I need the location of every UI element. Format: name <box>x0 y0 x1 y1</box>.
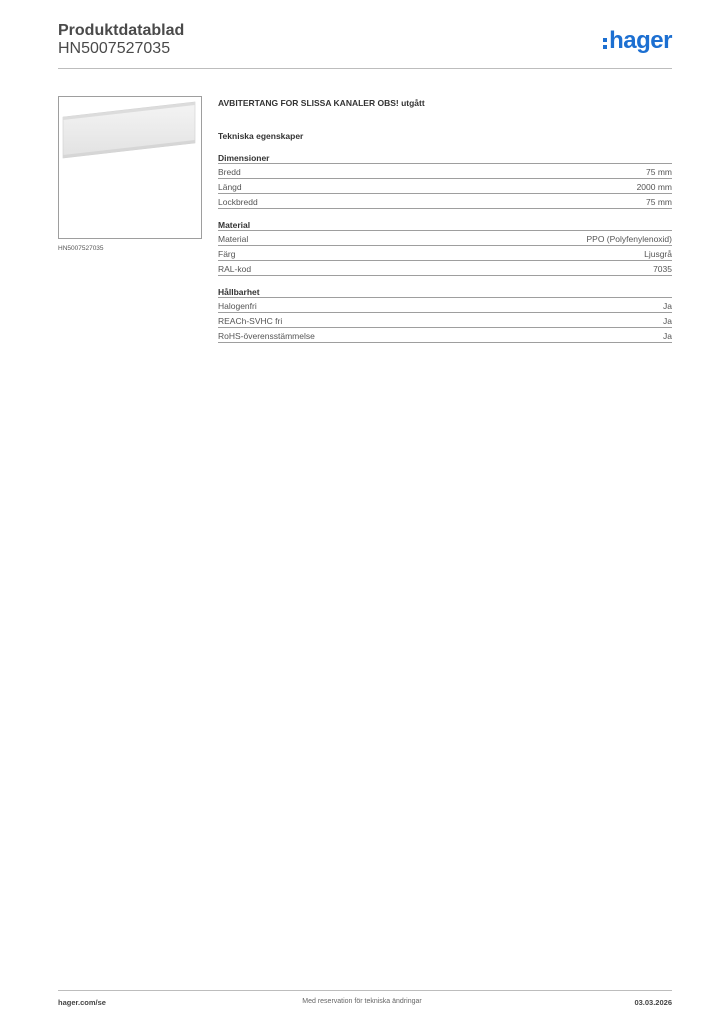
footer-website-link[interactable]: hager.com/se <box>58 998 106 1007</box>
spec-row <box>218 246 672 261</box>
spec-value: 75 mm <box>646 167 672 177</box>
footer-date: 03.03.2026 <box>634 998 672 1007</box>
section-heading: Dimensioner <box>218 152 672 164</box>
spec-row <box>218 313 672 328</box>
spec-label: RoHS-överensstämmelse <box>218 331 315 341</box>
image-caption: HN5007527035 <box>58 245 104 252</box>
spec-label: RAL-kod <box>218 264 252 274</box>
section-material <box>218 219 672 276</box>
spec-label: Bredd <box>218 167 241 177</box>
spec-value: Ja <box>663 331 672 341</box>
cable-duct-cover-illustration <box>59 97 201 238</box>
spec-row <box>218 164 672 179</box>
footer-disclaimer: Med reservation för tekniska ändringar <box>302 998 422 1005</box>
page-header <box>58 22 672 68</box>
hager-logo <box>603 28 672 54</box>
footer-divider <box>58 990 672 991</box>
logo-text: hager <box>609 27 672 54</box>
spec-value: 7035 <box>653 264 672 274</box>
product-details <box>218 97 672 343</box>
spec-row <box>218 179 672 194</box>
product-name: AVBITERTANG FOR SLISSA KANALER OBS! utgått <box>218 98 425 108</box>
section-heading: Hållbarhet <box>218 286 672 298</box>
spec-label: REACh-SVHC fri <box>218 316 283 326</box>
section-heading: Material <box>218 219 672 231</box>
spec-row <box>218 231 672 246</box>
spec-row <box>218 261 672 276</box>
spec-value: Ja <box>663 316 672 326</box>
spec-label: Material <box>218 234 249 244</box>
spec-value: Ljusgrå <box>644 249 672 259</box>
logo-dots-icon <box>603 38 607 49</box>
document-title: Produktdatablad <box>58 22 185 39</box>
spec-row <box>218 298 672 313</box>
spec-label: Längd <box>218 182 242 192</box>
spec-value: 2000 mm <box>636 182 672 192</box>
spec-value: 75 mm <box>646 197 672 207</box>
spec-row <box>218 328 672 343</box>
section-dimensions <box>218 152 672 209</box>
spec-row <box>218 194 672 209</box>
spec-label: Lockbredd <box>218 197 258 207</box>
product-image <box>58 96 202 239</box>
header-divider <box>58 68 672 69</box>
spec-label: Halogenfri <box>218 301 257 311</box>
spec-value: Ja <box>663 301 672 311</box>
spec-value: PPO (Polyfenylenoxid) <box>586 234 672 244</box>
technical-properties-heading: Tekniska egenskaper <box>218 131 304 141</box>
document-code: HN5007527035 <box>58 40 171 57</box>
section-sustainability <box>218 286 672 343</box>
spec-label: Färg <box>218 249 236 259</box>
